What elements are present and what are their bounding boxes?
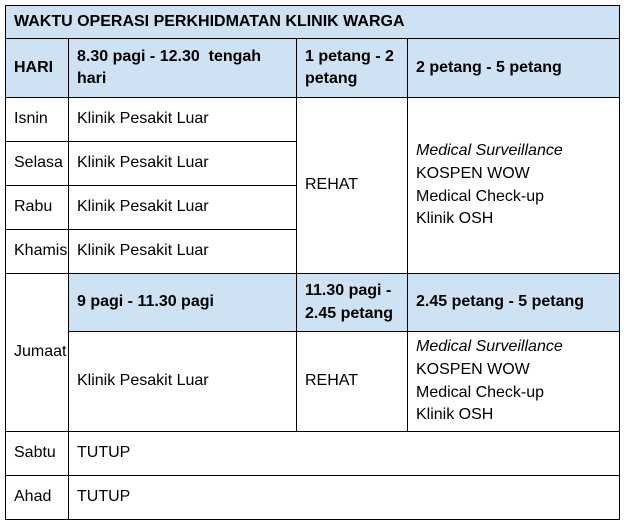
title-row [6,6,620,39]
table-row-sabtu [6,432,620,476]
friday-morning-hours: 9 pagi - 11.30 pagi [69,274,297,332]
afternoon-activity-line: Klinik OSH [416,406,494,424]
status-ahad: TUTUP [69,476,620,520]
afternoon-activity-line: KOSPEN WOW [416,164,530,182]
table-row-ahad [6,476,620,520]
day-label-ahad: Ahad [6,476,69,520]
day-label-jumaat: Jumaat [6,274,69,432]
friday-lunch-hours: 11.30 pagi - 2.45 petang [297,274,408,332]
status-sabtu: TUTUP [69,432,620,476]
afternoon-activities-weekdays [408,98,620,274]
morning-activity-khamis: Klinik Pesakit Luar [69,230,297,274]
day-label-sabtu: Sabtu [6,432,69,476]
morning-activity-jumaat: Klinik Pesakit Luar [69,332,297,432]
afternoon-activity-line: Medical Surveillance [416,338,563,356]
friday-afternoon-hours: 2.45 petang - 5 petang [408,274,620,332]
table-row-isnin [6,98,620,142]
clinic-schedule-table [5,5,620,520]
day-label-rabu: Rabu [6,186,69,230]
afternoon-activity-line: Medical Check-up [416,187,545,205]
col-header-afternoon: 2 petang - 5 petang [408,39,620,98]
morning-activity-rabu: Klinik Pesakit Luar [69,186,297,230]
friday-activities-row [6,332,620,432]
day-label-isnin: Isnin [6,98,69,142]
col-header-morning: 8.30 pagi - 12.30 tengah hari [69,39,297,98]
afternoon-activity-line: Medical Check-up [416,383,545,401]
lunch-activity-jumaat: REHAT [297,332,408,432]
afternoon-activity-line: Medical Surveillance [416,142,563,160]
afternoon-activity-line: KOSPEN WOW [416,360,530,378]
morning-activity-isnin: Klinik Pesakit Luar [69,98,297,142]
day-label-selasa: Selasa [6,142,69,186]
afternoon-activity-line: Klinik OSH [416,210,494,228]
header-row [6,39,620,98]
morning-activity-selasa: Klinik Pesakit Luar [69,142,297,186]
afternoon-activities-jumaat [408,332,620,432]
friday-hours-row [6,274,620,332]
col-header-day: HARI [6,39,69,98]
col-header-lunch: 1 petang - 2 petang [297,39,408,98]
lunch-activity-weekdays: REHAT [297,98,408,274]
table-title: WAKTU OPERASI PERKHIDMATAN KLINIK WARGA [6,6,620,39]
day-label-khamis: Khamis [6,230,69,274]
